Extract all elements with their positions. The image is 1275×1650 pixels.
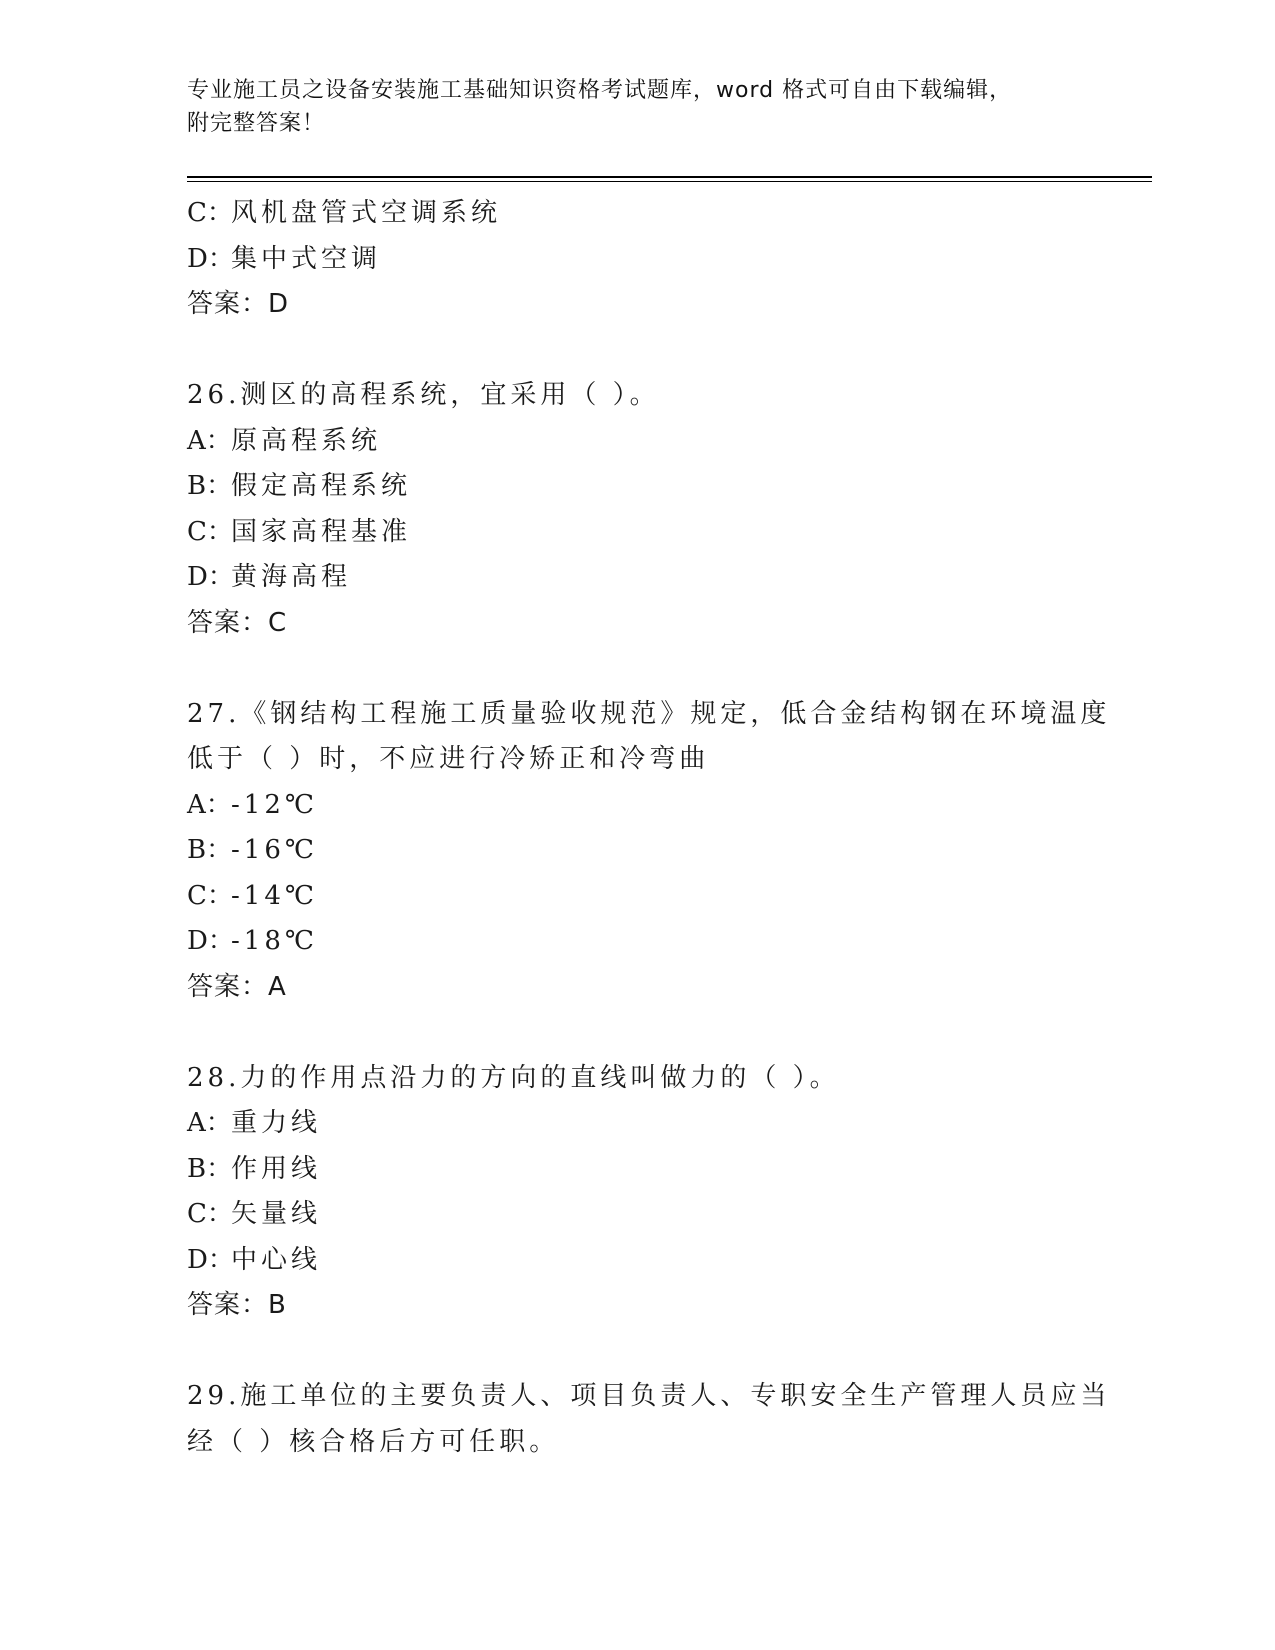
option-text: 重力线 (231, 1108, 322, 1138)
header-divider-thin (187, 181, 1152, 182)
spacer (187, 328, 1087, 374)
option-prefix: C： (187, 516, 233, 547)
option-text: 假定高程系统 (231, 471, 412, 501)
option-text: 风机盘管式空调系统 (231, 198, 502, 228)
document-header (187, 74, 1067, 140)
option-a (187, 1101, 1087, 1147)
option-prefix: C： (187, 1199, 233, 1229)
option-d (187, 237, 1087, 283)
question-stem: 28.力的作用点沿力的方向的直线叫做力的（ ）。 (187, 1062, 840, 1093)
option-text: 中心线 (231, 1244, 322, 1275)
option-text: 国家高程基准 (231, 516, 412, 547)
option-a (187, 419, 1087, 465)
header-line-2: 附完整答案！ (187, 111, 326, 136)
option-text: 原高程系统 (231, 425, 382, 456)
option-b (187, 828, 1087, 874)
spacer (187, 1329, 1087, 1375)
option-c (187, 510, 1087, 556)
option-prefix: C： (187, 198, 233, 228)
question-29 (187, 1374, 1111, 1465)
question-stem-continued: 经（ ）核合格后方可任职。 (187, 1426, 560, 1457)
question-stem: 27.《钢结构工程施工质量验收规范》规定，低合金结构钢在环境温度 (187, 698, 1111, 729)
option-c (187, 1192, 1087, 1238)
answer: 答案：A (187, 971, 287, 1002)
option-text: -14℃ (231, 880, 318, 911)
question-25 (187, 191, 1087, 328)
option-text: -16℃ (231, 835, 318, 865)
option-prefix: D： (187, 562, 234, 592)
option-prefix: C： (187, 880, 233, 911)
option-d (187, 919, 1087, 965)
option-prefix: A： (187, 789, 232, 820)
option-text: 矢量线 (231, 1199, 322, 1229)
answer: 答案：C (187, 607, 288, 638)
option-prefix: D： (187, 243, 234, 274)
option-prefix: D： (187, 926, 234, 956)
option-a (187, 783, 1087, 829)
option-prefix: A： (187, 425, 232, 456)
header-divider-thick (187, 176, 1152, 178)
question-stem: 29.施工单位的主要负责人、项目负责人、专职安全生产管理人员应当 (187, 1381, 1111, 1411)
question-list (187, 191, 1111, 1465)
option-prefix: B： (187, 1153, 233, 1184)
spacer (187, 646, 1087, 692)
option-d (187, 555, 1087, 601)
option-prefix: B： (187, 835, 233, 865)
question-28 (187, 1056, 1087, 1329)
answer: 答案：B (187, 1290, 287, 1320)
answer: 答案：D (187, 289, 290, 319)
option-d (187, 1238, 1087, 1284)
spacer (187, 1010, 1087, 1056)
option-b (187, 464, 1087, 510)
option-text: -12℃ (231, 789, 318, 820)
option-prefix: B： (187, 471, 233, 501)
header-line-1: 专业施工员之设备安装施工基础知识资格考试题库，word 格式可自由下载编辑， (187, 78, 1013, 103)
option-prefix: A： (187, 1108, 232, 1138)
option-b (187, 1147, 1087, 1193)
option-text: -18℃ (231, 926, 318, 956)
option-text: 集中式空调 (231, 243, 382, 274)
question-26 (187, 373, 1087, 646)
question-stem: 26.测区的高程系统，宜采用（ ）。 (187, 380, 660, 410)
option-c (187, 191, 1087, 237)
option-prefix: D： (187, 1244, 234, 1275)
option-c (187, 874, 1087, 920)
question-stem-continued: 低于（ ）时，不应进行冷矫正和冷弯曲 (187, 744, 710, 774)
option-text: 黄海高程 (231, 562, 352, 592)
option-text: 作用线 (231, 1153, 322, 1184)
question-27 (187, 692, 1111, 1011)
